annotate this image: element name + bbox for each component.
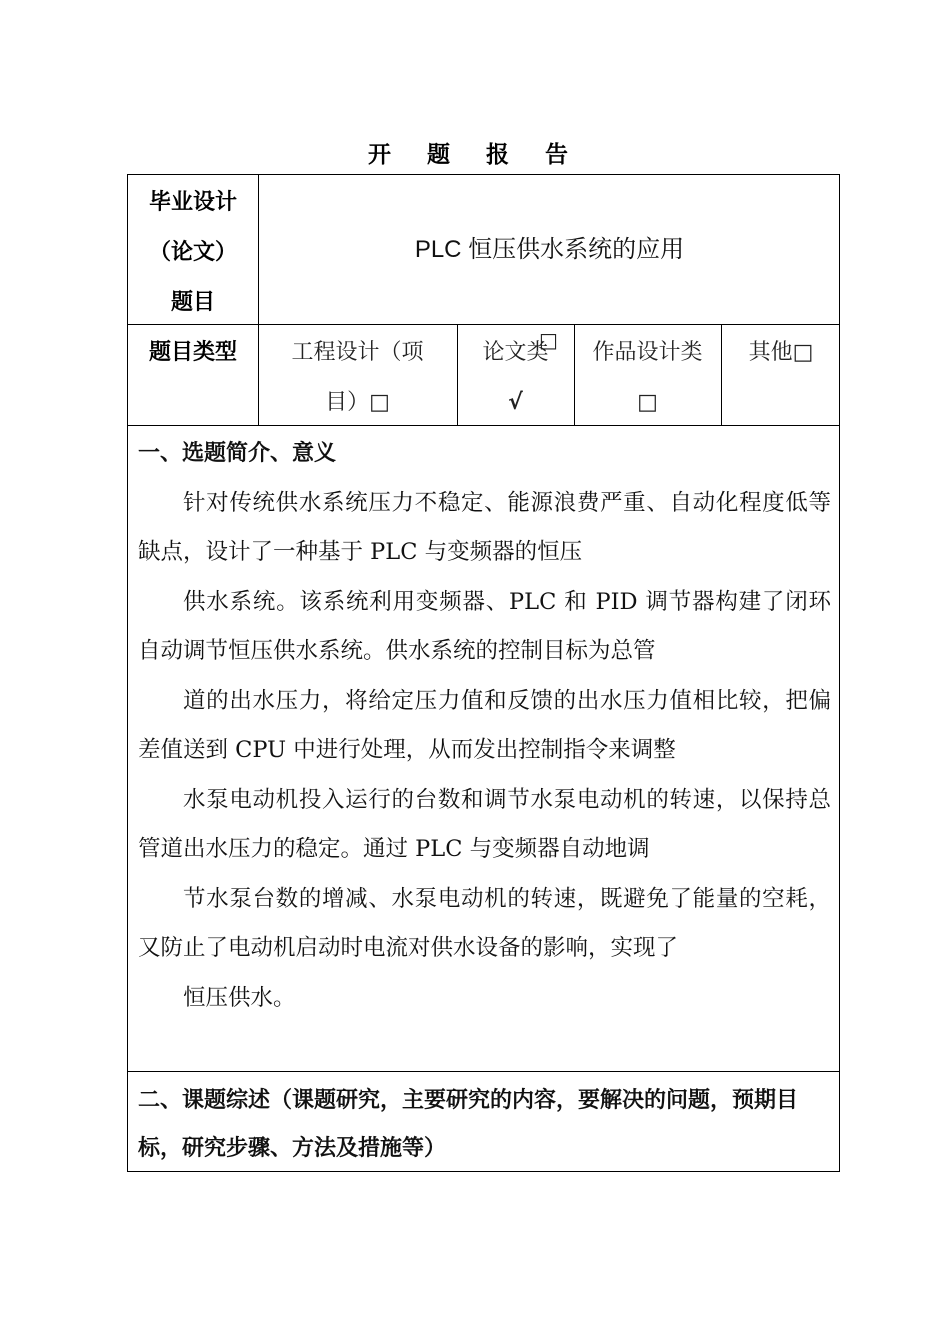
topic-label-line: （论文） bbox=[148, 240, 237, 265]
option-thesis-box: □ bbox=[539, 328, 558, 352]
topic-value: PLC 恒压供水系统的应用 bbox=[414, 236, 685, 263]
option-other: 其他□ bbox=[748, 340, 814, 365]
proposal-table bbox=[127, 174, 840, 1172]
topic-label bbox=[128, 178, 258, 328]
document-title: 开 题 报 告 bbox=[367, 142, 583, 168]
section-heading: 一、选题简介、意义 bbox=[138, 441, 337, 466]
paragraph: 道的出水压力，将给定压力值和反馈的出水压力值相比较，把偏差值送到 CPU 中进行处理，从而发出控制指令来调整 bbox=[138, 687, 831, 763]
option-engineering bbox=[258, 328, 457, 428]
section-review-heading: 二、课题综述（课题研究，主要研究的内容，要解决的问题，预期目标，研究步骤、方法及措施等） bbox=[138, 1088, 799, 1161]
type-label: 题目类型 bbox=[148, 340, 237, 365]
option-work-line: 作品设计类 bbox=[592, 340, 703, 365]
paragraph: 恒压供水。 bbox=[183, 984, 296, 1011]
option-engineering-line: 目）□ bbox=[325, 390, 390, 415]
option-work-line: □ bbox=[637, 390, 658, 415]
paragraph: 供水系统。该系统利用变频器、PLC 和 PID 调节器构建了闭环自动调节恒压供水系统。供水系统的控制目标为总管 bbox=[138, 588, 831, 664]
topic-label-line: 题目 bbox=[170, 290, 215, 315]
topic-label-line: 毕业设计 bbox=[148, 190, 237, 215]
section-introduction bbox=[138, 429, 831, 1023]
paragraph: 节水泵台数的增减、水泵电动机的转速，既避免了能量的空耗，又防止了电动机启动时电流对供水设备的影响，实现了 bbox=[138, 885, 831, 961]
paragraph: 针对传统供水系统压力不稳定、能源浪费严重、自动化程度低等缺点，设计了一种基于 PLC 与变频器的恒压 bbox=[138, 489, 831, 565]
row-divider bbox=[128, 1071, 839, 1072]
paragraph: 水泵电动机投入运行的台数和调节水泵电动机的转速，以保持总管道出水压力的稳定。通过 PLC 与变频器自动地调 bbox=[138, 786, 831, 862]
option-thesis-check: √ bbox=[508, 390, 523, 415]
option-work bbox=[574, 328, 721, 428]
option-thesis-label: 论文类 bbox=[482, 340, 549, 365]
option-engineering-line: 工程设计（项 bbox=[291, 340, 424, 365]
